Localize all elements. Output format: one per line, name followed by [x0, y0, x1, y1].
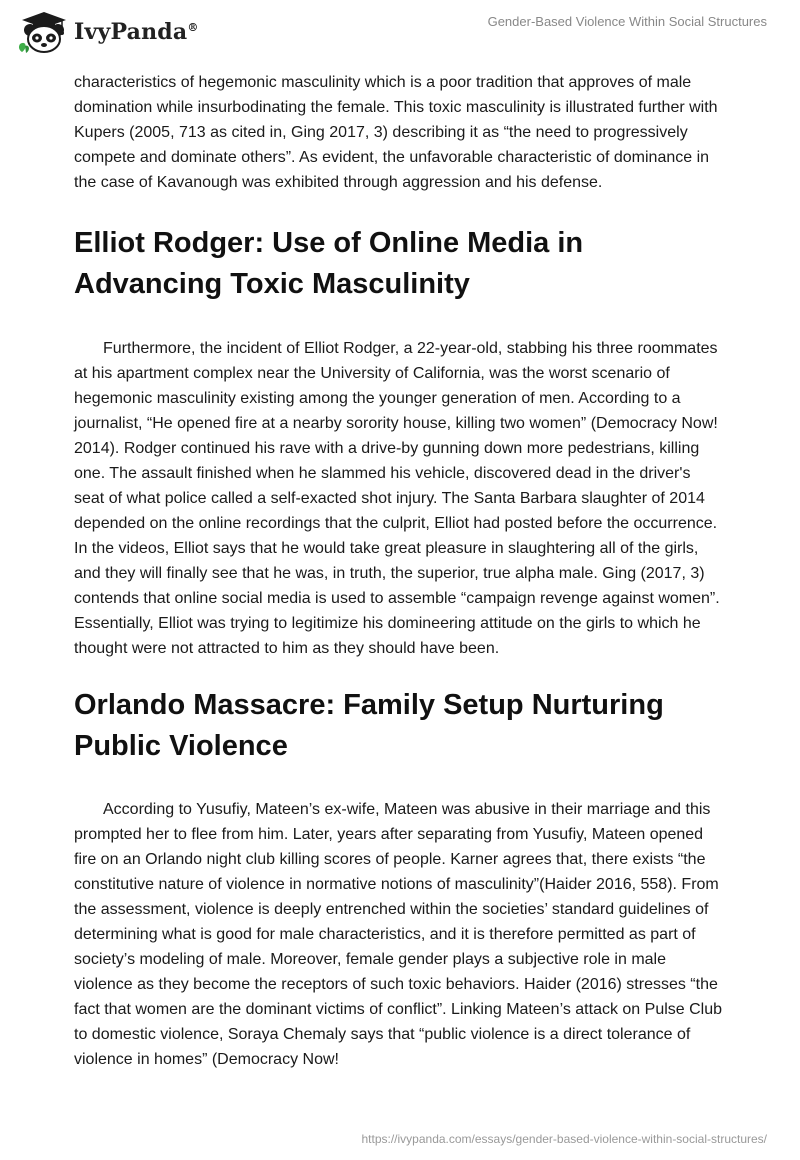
panda-graduate-icon	[16, 10, 68, 54]
ivypanda-logo[interactable]	[16, 10, 199, 54]
essay-content	[74, 70, 724, 1072]
trademark-symbol: ®	[187, 21, 199, 34]
paragraph-orlando-massacre: According to Yusufiy, Mateen’s ex-wife, Mateen was abusive in their marriage and this prompted her to flee from him. Later, years after separating from Yusufiy, Mateen opened fire on an Orlando night club killing scores of people. Karner agrees that, there exists “the constitutive nature of violence in normative notions of masculinity”(Haider 2016, 558). From the assessment, violence is deeply entrenched within the societies’ standard guidelines of determining what is good for male characteristics, and it is therefore permitted as part of society’s modeling of male. Moreover, female gender plays a subjective role in male violence as they become the receptors of such toxic behaviors. Haider (2016) stresses “the fact that women are the dominant victims of conflict”. Linking Mateen’s attack on Pulse Club to domestic violence, Soraya Chemaly says that “public violence is a direct tolerance of violence in homes” (Democracy Now!	[74, 801, 723, 1068]
paragraph-elliot-rodger: Furthermore, the incident of Elliot Rodger, a 22-year-old, stabbing his three roommates at his apartment complex near the University of California, was the worst scenario of hegemonic masculinity existing among the younger generation of men. According to a journalist, “He opened fire at a nearby sorority house, killing two women” (Democracy Now! 2014). Rodger continued his rave with a drive-by gunning down more pedestrians, killing one. The assault finished when he slammed his vehicle, discovered dead in the driver's seat of what police called a self-exacted shot injury. The Santa Barbara slaughter of 2014 depended on the online recordings that the culprit, Elliot had posted before the occurrence. In the videos, Elliot says that he would take great pleasure in slaughtering all of the girls, and they will finally see that he was, in truth, the superior, true alpha male. Ging (2017, 3) contends that online social media is used to assemble “campaign revenge against women”. Essentially, Elliot was trying to legitimize his domineering attitude on the girls to which he thought were not attracted to him as they should have been.	[74, 340, 720, 657]
source-url[interactable]: https://ivypanda.com/essays/gender-based-violence-within-social-structures/	[361, 1132, 767, 1146]
document-title: Gender-Based Violence Within Social Structures	[487, 14, 767, 29]
brand-name: IvyPanda®	[74, 19, 199, 45]
section-heading-orlando-massacre: Orlando Massacre: Family Setup Nurturing Public Violence	[74, 689, 664, 762]
intro-paragraph: characteristics of hegemonic masculinity which is a poor tradition that approves of male domination while insurbodinating the female. This toxic masculinity is illustrated further with Kupers (2005, 713 as cited in, Ging 2017, 3) describing it as “the need to progressively compete and dominate others”. As evident, the unfavorable characteristic of dominance in the case of Kavanough was exhibited through aggression and his defense.	[74, 74, 718, 191]
page-header	[0, 0, 800, 70]
section-heading-elliot-rodger: Elliot Rodger: Use of Online Media in Advancing Toxic Masculinity	[74, 227, 584, 300]
